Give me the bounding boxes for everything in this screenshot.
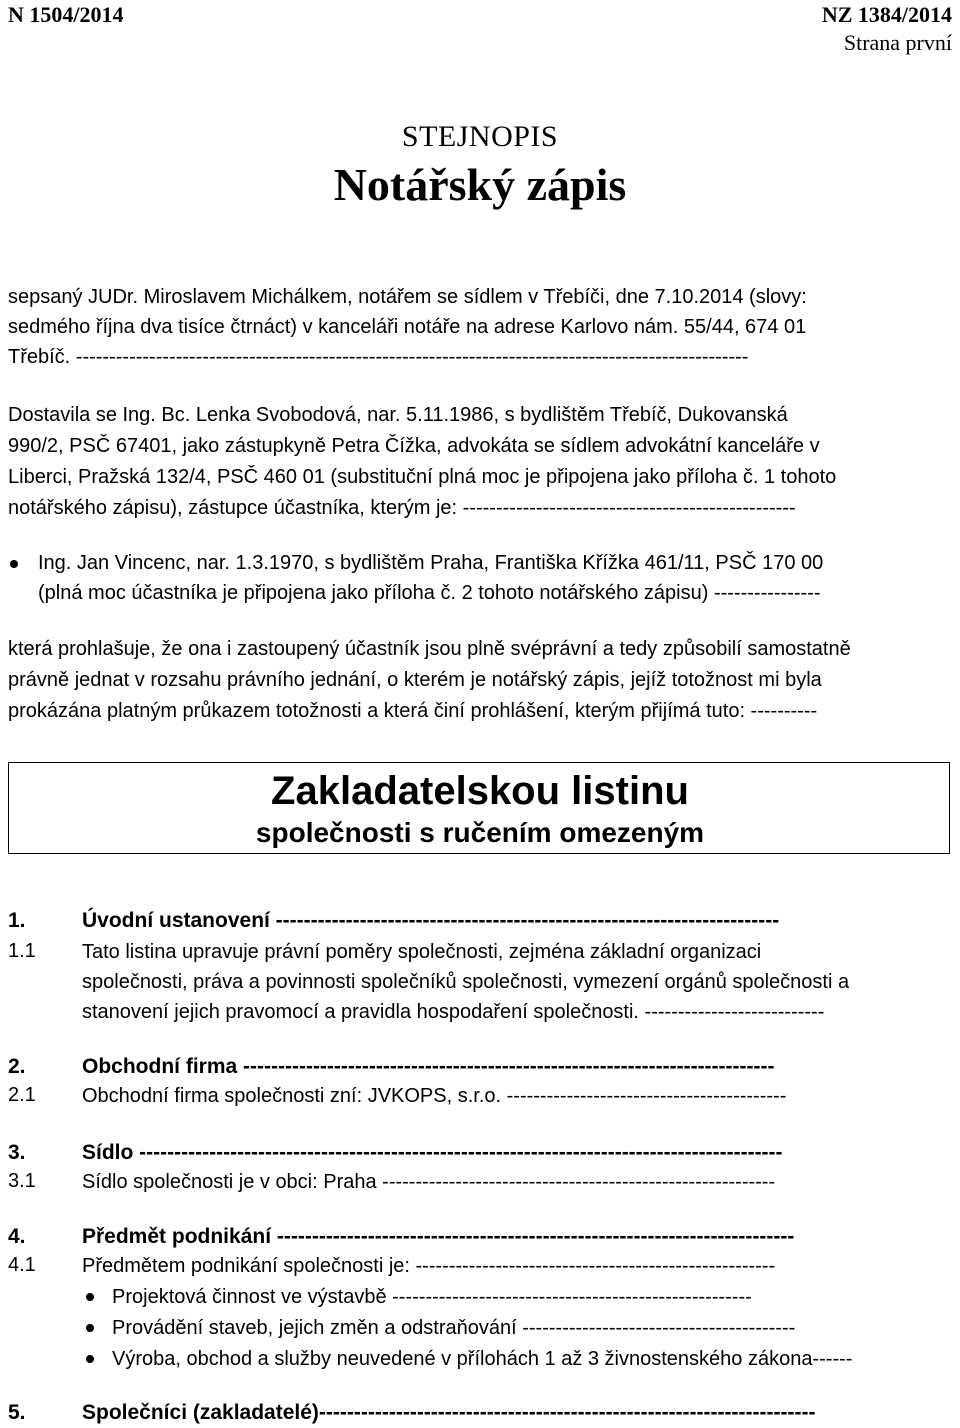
declaration-paragraph bbox=[8, 634, 952, 727]
section-5 bbox=[8, 1398, 952, 1428]
section-number: 5. bbox=[8, 1401, 26, 1424]
declare-line-2: právně jednat v rozsahu právního jednání, o kterém je notářský zápis, jejíž totožnost mi byla bbox=[8, 669, 822, 691]
text-line: společnosti, práva a povinnosti společníků společnosti, vymezení orgánů společnosti a bbox=[82, 971, 850, 993]
bullet-icon bbox=[86, 1324, 94, 1332]
file-number-left: N 1504/2014 bbox=[8, 2, 124, 27]
intro-line-3: Třebíč. ----------------------------------------------------------------------------------------------------- bbox=[8, 346, 749, 368]
section-title: Předmět podnikání -------------------------------------------------------------------------- bbox=[82, 1225, 795, 1248]
section-number: 4. bbox=[8, 1225, 26, 1248]
section-2 bbox=[8, 1052, 952, 1112]
declare-line-1: která prohlašuje, že ona i zastoupený účastník jsou plně svéprávní a tedy způsobilí samostatně bbox=[8, 638, 851, 660]
party-line-2: (plná moc účastníka je připojena jako příloha č. 2 tohoto notářského zápisu) ---------------- bbox=[38, 582, 821, 604]
deed-subtitle: společnosti s ručením omezeným bbox=[255, 817, 705, 848]
section-1 bbox=[8, 906, 952, 1036]
subsection-text bbox=[82, 1081, 952, 1111]
subsection-number: 3.1 bbox=[8, 1170, 36, 1192]
file-number-right: NZ 1384/2014 bbox=[821, 2, 952, 27]
copy-label: STEJNOPIS bbox=[401, 120, 559, 153]
section-number: 3. bbox=[8, 1141, 26, 1164]
section-title: Obchodní firma ---------------------------------------------------------------------------- bbox=[82, 1055, 775, 1078]
activity-text: Projektová činnost ve výstavbě ------------------------------------------------------ bbox=[112, 1286, 752, 1308]
text-line: Obchodní firma společnosti zní: JVKOPS, s.r.o. ------------------------------------------ bbox=[82, 1085, 787, 1107]
text-line: stanovení jejich pravomocí a pravidla hospodaření společnosti. --------------------------- bbox=[82, 1001, 825, 1023]
section-number: 2. bbox=[8, 1055, 26, 1078]
party-line-1: Ing. Jan Vincenc, nar. 1.3.1970, s bydlištěm Praha, Františka Křížka 461/11, PSČ 170 00 bbox=[38, 552, 824, 574]
activity-text: Provádění staveb, jejich změn a odstraňování ----------------------------------------- bbox=[112, 1317, 796, 1339]
activity-text: Výroba, obchod a služby neuvedené v přílohách 1 až 3 živnostenského zákona------ bbox=[112, 1348, 853, 1370]
section-title: Sídlo -------------------------------------------------------------------------------------------- bbox=[82, 1141, 783, 1164]
subsection-text bbox=[82, 937, 952, 1027]
subsection-number: 1.1 bbox=[8, 940, 36, 962]
subsection-text bbox=[82, 1251, 952, 1281]
section-number: 1. bbox=[8, 909, 26, 932]
activity-item bbox=[82, 1282, 952, 1312]
intro-line-1: sepsaný JUDr. Miroslavem Michálkem, notářem se sídlem v Třebíči, dne 7.10.2014 (slovy: bbox=[8, 286, 807, 308]
appear-line-2: 990/2, PSČ 67401, jako zástupkyně Petra Čížka, advokáta se sídlem advokátní kanceláře v bbox=[8, 435, 820, 457]
activity-item bbox=[82, 1313, 952, 1343]
appearance-paragraph bbox=[8, 400, 952, 524]
document-title: Notářský zápis bbox=[333, 159, 627, 210]
activity-item bbox=[82, 1344, 952, 1374]
bullet-icon bbox=[10, 560, 18, 568]
bullet-icon bbox=[86, 1293, 94, 1301]
section-3 bbox=[8, 1138, 952, 1198]
section-title: Společníci (zakladatelé)----------------------------------------------------------------------- bbox=[82, 1401, 816, 1424]
appear-line-4: notářského zápisu), zástupce účastníka, kterým je: -------------------------------------------------- bbox=[8, 497, 796, 519]
intro-line-2: sedmého října dva tisíce čtrnáct) v kanceláři notáře na adrese Karlovo nám. 55/44, 674 01 bbox=[8, 316, 807, 338]
page-indicator: Strana první bbox=[843, 30, 952, 55]
text-line: Tato listina upravuje právní poměry společnosti, zejména základní organizaci bbox=[82, 941, 762, 963]
deed-title: Zakladatelskou listinu bbox=[271, 769, 689, 813]
deed-title-box bbox=[8, 762, 950, 854]
appear-line-3: Liberci, Pražská 132/4, PSČ 460 01 (substituční plná moc je připojena jako příloha č. 1 tohoto bbox=[8, 466, 837, 488]
subsection-number: 4.1 bbox=[8, 1254, 36, 1276]
intro-paragraph bbox=[8, 282, 952, 372]
document-page bbox=[8, 0, 952, 1428]
section-title: Úvodní ustanovení ------------------------------------------------------------------------ bbox=[82, 909, 780, 932]
subsection-text bbox=[82, 1167, 952, 1197]
declare-line-3: prokázána platným průkazem totožnosti a která činí prohlášení, kterým přijímá tuto: ---------- bbox=[8, 700, 818, 722]
bullet-icon bbox=[86, 1355, 94, 1363]
subsection-number: 2.1 bbox=[8, 1084, 36, 1106]
section-4 bbox=[8, 1222, 952, 1382]
appear-line-1: Dostavila se Ing. Bc. Lenka Svobodová, nar. 5.11.1986, s bydlištěm Třebíč, Dukovanská bbox=[8, 404, 788, 426]
text-line: Sídlo společnosti je v obci: Praha ----------------------------------------------------------- bbox=[82, 1171, 776, 1193]
text-line: Předmětem podnikání společnosti je: ------------------------------------------------------ bbox=[82, 1255, 776, 1277]
